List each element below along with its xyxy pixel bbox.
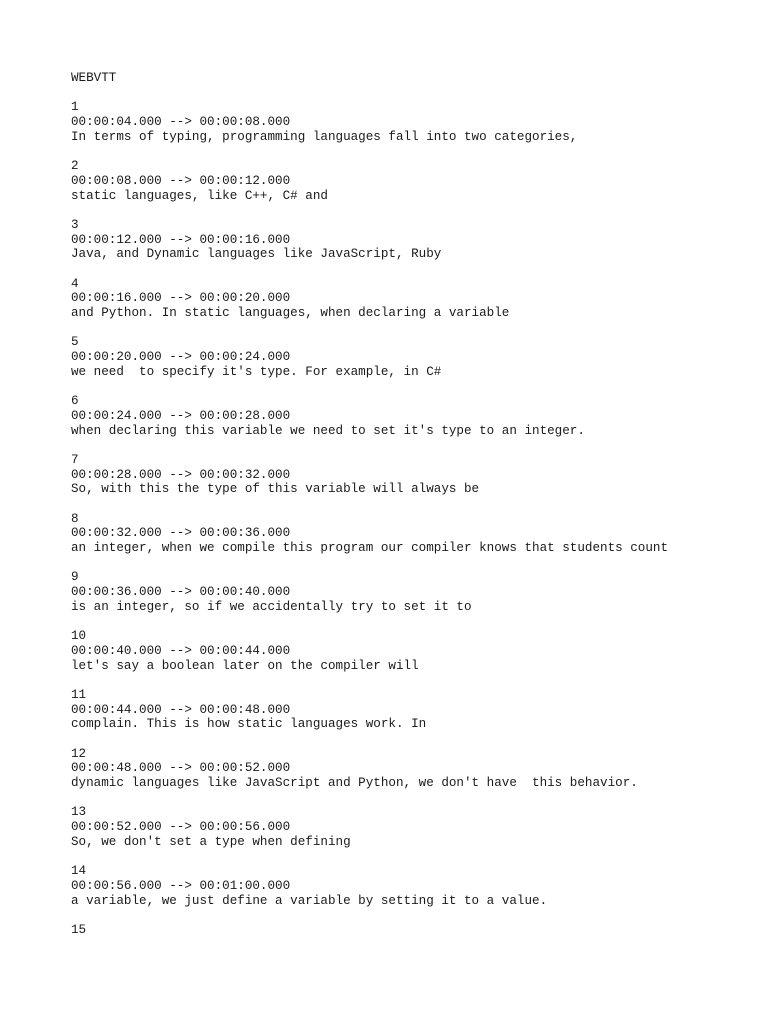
cue-text: and Python. In static languages, when declaring a variable bbox=[71, 306, 510, 320]
cue-text: an integer, when we compile this program our compiler knows that students count bbox=[71, 541, 669, 555]
cue-block bbox=[71, 394, 751, 438]
cue-timing: 00:00:44.000 --> 00:00:48.000 bbox=[71, 702, 291, 717]
subtitle-document bbox=[71, 71, 751, 952]
cue-timing: 00:00:52.000 --> 00:00:56.000 bbox=[71, 820, 291, 835]
cue-text: let's say a boolean later on the compiler will bbox=[71, 658, 419, 673]
cue-index: 6 bbox=[71, 394, 79, 409]
cue-index: 12 bbox=[71, 746, 87, 761]
cue-timing: 00:00:36.000 --> 00:00:40.000 bbox=[71, 585, 291, 600]
cue-timing: 00:00:40.000 --> 00:00:44.000 bbox=[71, 643, 291, 658]
cue-block bbox=[71, 570, 751, 614]
cue-text: when declaring this variable we need to set it's type to an integer. bbox=[71, 423, 585, 438]
cue-block bbox=[71, 277, 751, 321]
cue-block bbox=[71, 100, 751, 144]
cue-text: is an integer, so if we accidentally try to set it to bbox=[71, 599, 472, 614]
cue-text: complain. This is how static languages work. In bbox=[71, 717, 427, 732]
cue-index: 13 bbox=[71, 805, 87, 820]
cue-index: 8 bbox=[71, 511, 79, 526]
cue-text: static languages, like C++, C# and bbox=[71, 188, 328, 203]
cue-block bbox=[71, 159, 751, 203]
cue-timing: 00:00:04.000 --> 00:00:08.000 bbox=[71, 115, 291, 130]
cue-block bbox=[71, 453, 751, 497]
cue-timing: 00:00:28.000 --> 00:00:32.000 bbox=[71, 467, 291, 482]
cue-timing: 00:00:20.000 --> 00:00:24.000 bbox=[71, 350, 291, 365]
cue-index: 14 bbox=[71, 864, 87, 879]
cue-text: a variable, we just define a variable by setting it to a value. bbox=[71, 893, 548, 908]
cue-text: Java, and Dynamic languages like JavaScript, Ruby bbox=[71, 247, 442, 262]
cue-index: 11 bbox=[71, 687, 87, 702]
cue-index: 15 bbox=[71, 922, 87, 937]
cue-block bbox=[71, 335, 751, 379]
cue-index: 5 bbox=[71, 335, 79, 350]
webvtt-header: WEBVTT bbox=[71, 71, 117, 85]
cue-block bbox=[71, 923, 751, 938]
cue-timing: 00:00:56.000 --> 00:01:00.000 bbox=[71, 878, 291, 893]
cue-index: 9 bbox=[71, 570, 79, 585]
cue-timing: 00:00:16.000 --> 00:00:20.000 bbox=[71, 291, 291, 306]
cue-timing: 00:00:24.000 --> 00:00:28.000 bbox=[71, 408, 291, 423]
cue-timing: 00:00:32.000 --> 00:00:36.000 bbox=[71, 526, 291, 541]
cue-index: 4 bbox=[71, 276, 79, 291]
cue-timing: 00:00:08.000 --> 00:00:12.000 bbox=[71, 173, 291, 188]
cue-timing: 00:00:12.000 --> 00:00:16.000 bbox=[71, 232, 291, 247]
cue-list bbox=[71, 100, 751, 937]
cue-block bbox=[71, 805, 751, 849]
cue-text: So, we don't set a type when defining bbox=[71, 834, 351, 849]
cue-text: we need to specify it's type. For example, in C# bbox=[71, 364, 442, 379]
cue-block bbox=[71, 512, 751, 556]
cue-text: dynamic languages like JavaScript and Python, we don't have this behavior. bbox=[71, 776, 638, 790]
cue-index: 1 bbox=[71, 100, 79, 115]
cue-index: 2 bbox=[71, 159, 79, 174]
cue-text: So, with this the type of this variable will always be bbox=[71, 482, 480, 497]
cue-index: 7 bbox=[71, 452, 79, 467]
cue-index: 3 bbox=[71, 217, 79, 232]
cue-text: In terms of typing, programming languages fall into two categories, bbox=[71, 129, 578, 144]
cue-block bbox=[71, 864, 751, 908]
cue-block bbox=[71, 688, 751, 732]
cue-index: 10 bbox=[71, 629, 87, 644]
cue-timing: 00:00:48.000 --> 00:00:52.000 bbox=[71, 761, 291, 776]
cue-block bbox=[71, 218, 751, 262]
cue-block bbox=[71, 629, 751, 673]
cue-block bbox=[71, 747, 751, 791]
